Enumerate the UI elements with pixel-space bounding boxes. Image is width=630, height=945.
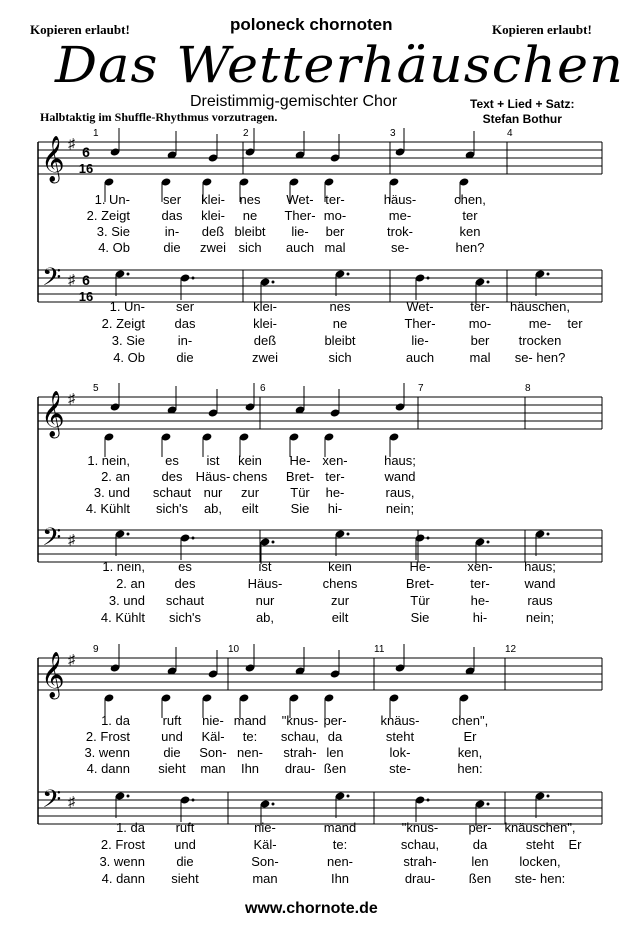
lyric-upper-verse-3: nen- <box>236 745 264 760</box>
dot <box>192 277 195 280</box>
lyric-lower-verse-2: Er <box>568 837 582 852</box>
lyric-lower-verse-2: 2. an <box>116 576 145 591</box>
lyric-lower-verse-2: Ther- <box>404 316 436 331</box>
lyric-upper-verse-2: 2. Frost <box>85 729 130 744</box>
lyric-lower-verse-1: es <box>178 559 192 574</box>
lyric-upper-verse-3: in- <box>164 224 180 239</box>
lyric-upper-verse-2: Käl- <box>201 729 225 744</box>
treble-clef-icon: 𝄞 <box>41 652 65 698</box>
lyric-upper-verse-4: 4. dann <box>86 761 130 776</box>
lyric-upper-verse-1: häus- <box>383 192 417 207</box>
lyric-lower-verse-3: lie- <box>411 333 429 348</box>
lyric-upper-verse-3: die <box>163 745 181 760</box>
lyric-upper-verse-1: knäus- <box>380 713 420 728</box>
lyric-upper-verse-1: 1. nein, <box>87 453 130 468</box>
bass-clef-icon: 𝄢 <box>42 523 62 558</box>
lyric-lower-verse-1: nes <box>329 299 351 314</box>
dot <box>192 537 195 540</box>
lyric-upper-verse-2: klei- <box>201 208 225 223</box>
lyric-upper-verse-3: ber <box>325 224 345 239</box>
lyric-upper-verse-4: ab, <box>203 501 223 516</box>
lyric-lower-verse-3: trocken <box>518 333 562 348</box>
lyric-lower-verse-2: ter <box>567 316 583 331</box>
lyric-lower-verse-2: da <box>472 837 488 852</box>
lyric-lower-verse-2: das <box>174 316 196 331</box>
lyric-lower-verse-3: 3. Sie <box>111 333 145 348</box>
lyric-upper-verse-4: auch <box>285 240 315 255</box>
lyric-upper-verse-4: nein; <box>385 501 415 516</box>
lyric-lower-verse-4: hi- <box>472 610 488 625</box>
lyric-lower-verse-1: 1. Un- <box>109 299 145 314</box>
lyric-lower-verse-3: 3. und <box>108 593 145 608</box>
dot <box>547 273 550 276</box>
lyric-lower-verse-4: die <box>176 350 194 365</box>
lyric-lower-verse-1: xen- <box>467 559 493 574</box>
lyric-lower-verse-4: nein; <box>525 610 555 625</box>
measure-number: 2 <box>243 128 249 139</box>
lyric-upper-verse-3: ken, <box>457 745 483 760</box>
lyric-lower-verse-1: nie- <box>254 820 276 835</box>
lyric-upper-verse-4: drau- <box>284 761 316 776</box>
lyric-lower-verse-1: Wet- <box>406 299 434 314</box>
lyric-lower-verse-4: zwei <box>251 350 279 365</box>
lyric-upper-verse-4: eilt <box>241 501 259 516</box>
measure-number: 10 <box>228 644 240 655</box>
lyric-lower-verse-3: Son- <box>251 854 279 869</box>
bass-clef-icon: 𝄢 <box>42 785 62 820</box>
sharp-icon: ♯ <box>68 135 75 151</box>
lyric-lower-verse-3: deß <box>253 333 277 348</box>
lyric-lower-verse-4: ßen <box>468 871 492 886</box>
measure-number: 1 <box>93 128 99 139</box>
lyric-upper-verse-3: zur <box>240 485 260 500</box>
lyric-lower-verse-4: sich's <box>168 610 202 625</box>
lyric-lower-verse-2: Käl- <box>253 837 277 852</box>
lyric-lower-verse-4: Ihn <box>330 871 350 886</box>
lyric-upper-verse-3: Tür <box>290 485 310 500</box>
copy-notice-left: Kopieren erlaubt! <box>30 22 130 37</box>
lyric-lower-verse-3: Tür <box>410 593 430 608</box>
lyric-lower-verse-1: He- <box>409 559 431 574</box>
lyric-upper-verse-2: ter <box>462 208 478 223</box>
lyric-upper-verse-1: Wet- <box>286 192 314 207</box>
lyric-upper-verse-2: und <box>161 729 183 744</box>
lyric-lower-verse-1: ter- <box>470 299 490 314</box>
dot <box>427 799 430 802</box>
lyric-upper-verse-3: trok- <box>387 224 413 239</box>
lyric-upper-verse-4: ste- <box>389 761 411 776</box>
dot <box>427 277 430 280</box>
lyric-lower-verse-4: 4. Ob <box>113 350 145 365</box>
lyric-lower-verse-3: he- <box>470 593 490 608</box>
lyric-lower-verse-3: raus <box>527 593 553 608</box>
lyric-lower-verse-4: se- hen? <box>514 350 566 365</box>
dot <box>427 537 430 540</box>
lyric-lower-verse-2: 2. Zeigt <box>101 316 145 331</box>
measure-number: 7 <box>418 383 424 394</box>
measure-number: 6 <box>260 383 266 394</box>
lyric-upper-verse-3: schaut <box>152 485 192 500</box>
lyric-lower-verse-2: mo- <box>468 316 492 331</box>
lyric-upper-verse-2: wand <box>384 469 416 484</box>
staff-treble-1 <box>38 142 602 174</box>
lyric-lower-verse-2: chens <box>322 576 358 591</box>
lyric-upper-verse-2: des <box>161 469 183 484</box>
lyric-lower-verse-3: in- <box>177 333 193 348</box>
lyric-upper-verse-4: sieht <box>158 761 186 776</box>
lyric-upper-verse-1: He- <box>289 453 311 468</box>
lyric-upper-verse-2: Er <box>463 729 477 744</box>
lyric-upper-verse-4: mal <box>324 240 346 255</box>
lyric-upper-verse-1: es <box>165 453 179 468</box>
lyric-upper-verse-2: das <box>161 208 183 223</box>
lyric-upper-verse-2: 2. Zeigt <box>86 208 130 223</box>
lyric-upper-verse-4: sich <box>238 240 262 255</box>
dot <box>487 281 490 284</box>
lyric-upper-verse-4: Sie <box>290 501 310 516</box>
dot <box>347 273 350 276</box>
lyric-lower-verse-4: man <box>252 871 278 886</box>
measure-number: 5 <box>93 383 99 394</box>
lyric-upper-verse-4: die <box>163 240 181 255</box>
lyric-upper-verse-4: 4. Ob <box>98 240 130 255</box>
lyric-upper-verse-1: 1. da <box>101 713 130 728</box>
lyric-upper-verse-3: deß <box>201 224 225 239</box>
time-signature-bottom: 16 <box>78 161 94 176</box>
lyric-upper-verse-1: per- <box>323 713 347 728</box>
lyric-lower-verse-3: 3. wenn <box>99 854 145 869</box>
lyric-upper-verse-1: klei- <box>201 192 225 207</box>
lyric-upper-verse-1: xen- <box>322 453 348 468</box>
lyric-upper-verse-3: lok- <box>389 745 411 760</box>
dot <box>272 803 275 806</box>
dot <box>487 803 490 806</box>
lyric-upper-verse-3: bleibt <box>234 224 266 239</box>
credits-line-2: Stefan Bothur <box>482 112 562 126</box>
lyric-lower-verse-1: per- <box>468 820 492 835</box>
lyric-upper-verse-2: Häus- <box>195 469 231 484</box>
dot <box>272 541 275 544</box>
lyric-upper-verse-1: chen, <box>454 192 486 207</box>
lyric-upper-verse-2: da <box>327 729 343 744</box>
lyric-lower-verse-2: 2. Frost <box>100 837 145 852</box>
lyric-lower-verse-4: sieht <box>171 871 199 886</box>
lyric-lower-verse-3: die <box>176 854 194 869</box>
lyric-upper-verse-2: Ther- <box>284 208 316 223</box>
lyric-upper-verse-3: strah- <box>283 745 317 760</box>
lyric-lower-verse-3: zur <box>330 593 350 608</box>
lyric-upper-verse-3: len <box>326 745 344 760</box>
lyric-upper-verse-1: mand <box>233 713 267 728</box>
measure-number: 12 <box>505 644 517 655</box>
dot <box>347 533 350 536</box>
page-title: Das Wetterhäuschen <box>55 36 625 94</box>
lyric-lower-verse-3: nen- <box>326 854 354 869</box>
treble-clef-icon: 𝄞 <box>41 136 65 182</box>
lyric-lower-verse-3: ber <box>470 333 490 348</box>
staff-treble-2 <box>38 397 602 429</box>
credits-line-1: Text + Lied + Satz: <box>470 97 575 111</box>
lyric-upper-verse-3: 3. wenn <box>84 745 130 760</box>
lyric-lower-verse-2: und <box>174 837 196 852</box>
lyric-lower-verse-1: ist <box>258 559 272 574</box>
lyric-lower-verse-3: nur <box>255 593 275 608</box>
lyric-lower-verse-2: steht <box>525 837 555 852</box>
lyric-lower-verse-2: ne <box>332 316 348 331</box>
lyric-upper-verse-2: te: <box>242 729 258 744</box>
lyric-upper-verse-1: nes <box>239 192 261 207</box>
lyric-lower-verse-1: klei- <box>253 299 277 314</box>
lyric-lower-verse-3: locken, <box>519 854 561 869</box>
lyric-lower-verse-2: Bret- <box>405 576 435 591</box>
lyric-lower-verse-3: strah- <box>403 854 437 869</box>
lyric-lower-verse-4: 4. dann <box>101 871 145 886</box>
lyric-upper-verse-1: 1. Un- <box>94 192 130 207</box>
lyric-lower-verse-1: haus; <box>524 559 556 574</box>
lyric-upper-verse-4: zwei <box>199 240 227 255</box>
lyric-lower-verse-3: bleibt <box>324 333 356 348</box>
lyric-upper-verse-3: 3. und <box>93 485 130 500</box>
lyric-lower-verse-1: ruft <box>175 820 195 835</box>
website-link[interactable]: www.chornote.de <box>245 900 378 917</box>
lyric-upper-verse-2: me- <box>388 208 412 223</box>
time-signature-top: 6 <box>82 144 90 160</box>
lyric-upper-verse-4: hen: <box>457 761 483 776</box>
lyric-upper-verse-2: ter- <box>325 469 345 484</box>
dot <box>127 273 130 276</box>
sharp-icon: ♯ <box>68 651 75 667</box>
lyric-lower-verse-4: auch <box>405 350 435 365</box>
lyric-upper-verse-2: mo- <box>323 208 347 223</box>
lyric-lower-verse-2: me- <box>528 316 552 331</box>
lyric-upper-verse-4: ßen <box>323 761 347 776</box>
lyric-upper-verse-4: 4. Kühlt <box>85 501 130 516</box>
lyric-lower-verse-4: sich <box>328 350 352 365</box>
lyric-lower-verse-2: schau, <box>400 837 440 852</box>
lyric-lower-verse-1: knäuschen", <box>504 820 576 835</box>
lyric-upper-verse-2: ne <box>242 208 258 223</box>
dot <box>547 795 550 798</box>
sharp-icon: ♯ <box>68 793 75 809</box>
lyric-upper-verse-3: he- <box>325 485 345 500</box>
lyric-lower-verse-2: wand <box>524 576 556 591</box>
lyric-upper-verse-4: man <box>200 761 226 776</box>
dot <box>487 541 490 544</box>
publisher-name: poloneck chornoten <box>230 15 393 34</box>
sharp-icon: ♯ <box>68 531 75 547</box>
copy-notice-right: Kopieren erlaubt! <box>492 22 592 37</box>
dot <box>347 795 350 798</box>
lyric-lower-verse-1: ser <box>175 299 195 314</box>
lyric-upper-verse-3: Son- <box>199 745 227 760</box>
lyric-upper-verse-1: haus; <box>384 453 416 468</box>
lyric-upper-verse-2: chens <box>232 469 268 484</box>
sharp-icon: ♯ <box>68 271 75 287</box>
lyric-upper-verse-4: hen? <box>455 240 485 255</box>
measure-number: 9 <box>93 644 99 655</box>
dot <box>127 795 130 798</box>
lyric-upper-verse-4: sich's <box>155 501 189 516</box>
lyric-upper-verse-2: schau, <box>280 729 320 744</box>
lyric-lower-verse-4: Sie <box>410 610 430 625</box>
lyric-upper-verse-3: nur <box>203 485 223 500</box>
lyric-lower-verse-2: klei- <box>253 316 277 331</box>
lyric-upper-verse-1: ser <box>162 192 182 207</box>
lyric-upper-verse-1: ter- <box>325 192 345 207</box>
lyric-upper-verse-4: se- <box>390 240 410 255</box>
dot <box>192 799 195 802</box>
lyric-upper-verse-1: kein <box>238 453 262 468</box>
lyric-lower-verse-2: des <box>174 576 196 591</box>
lyric-lower-verse-4: drau- <box>404 871 436 886</box>
lyric-lower-verse-1: "knus- <box>401 820 439 835</box>
lyric-upper-verse-3: ken <box>459 224 481 239</box>
sharp-icon: ♯ <box>68 390 75 406</box>
lyric-upper-verse-2: steht <box>385 729 415 744</box>
lyric-lower-verse-2: te: <box>332 837 348 852</box>
time-signature-top: 6 <box>82 272 90 288</box>
lyric-upper-verse-1: ist <box>206 453 220 468</box>
measure-number: 8 <box>525 383 531 394</box>
subtitle: Dreistimmig-gemischter Chor <box>190 93 398 110</box>
lyric-lower-verse-4: ste- hen: <box>514 871 566 886</box>
lyric-upper-verse-2: 2. an <box>101 469 130 484</box>
lyric-lower-verse-3: len <box>471 854 489 869</box>
lyric-lower-verse-2: Häus- <box>247 576 283 591</box>
lyric-lower-verse-4: eilt <box>331 610 349 625</box>
measure-number: 4 <box>507 128 513 139</box>
treble-clef-icon: 𝄞 <box>41 391 65 437</box>
dot <box>272 281 275 284</box>
lyric-lower-verse-4: 4. Kühlt <box>100 610 145 625</box>
lyric-upper-verse-4: Ihn <box>240 761 260 776</box>
time-signature-bottom: 16 <box>78 289 94 304</box>
lyric-lower-verse-4: ab, <box>255 610 275 625</box>
bass-clef-icon: 𝄢 <box>42 263 62 298</box>
lyric-lower-verse-2: ter- <box>470 576 490 591</box>
lyric-upper-verse-3: raus, <box>385 485 415 500</box>
tempo-instruction: Halbtaktig im Shuffle-Rhythmus vorzutragen. <box>40 110 278 124</box>
staff-treble-3 <box>38 658 602 690</box>
dot <box>547 533 550 536</box>
lyric-upper-verse-4: hi- <box>327 501 343 516</box>
lyric-upper-verse-1: "knus- <box>281 713 319 728</box>
dot <box>127 533 130 536</box>
lyric-upper-verse-3: 3. Sie <box>96 224 130 239</box>
lyric-upper-verse-2: Bret- <box>285 469 315 484</box>
lyric-upper-verse-1: chen", <box>451 713 489 728</box>
lyric-upper-verse-3: lie- <box>291 224 309 239</box>
lyric-lower-verse-1: mand <box>323 820 357 835</box>
lyric-lower-verse-1: kein <box>328 559 352 574</box>
lyric-lower-verse-1: 1. da <box>116 820 145 835</box>
lyric-lower-verse-1: häuschen, <box>510 299 570 314</box>
lyric-lower-verse-3: schaut <box>165 593 205 608</box>
lyric-lower-verse-1: 1. nein, <box>102 559 145 574</box>
lyric-upper-verse-1: ruft <box>162 713 182 728</box>
lyric-lower-verse-4: mal <box>469 350 491 365</box>
measure-number: 11 <box>374 644 385 655</box>
lyric-upper-verse-1: nie- <box>202 713 224 728</box>
measure-number: 3 <box>390 128 396 139</box>
